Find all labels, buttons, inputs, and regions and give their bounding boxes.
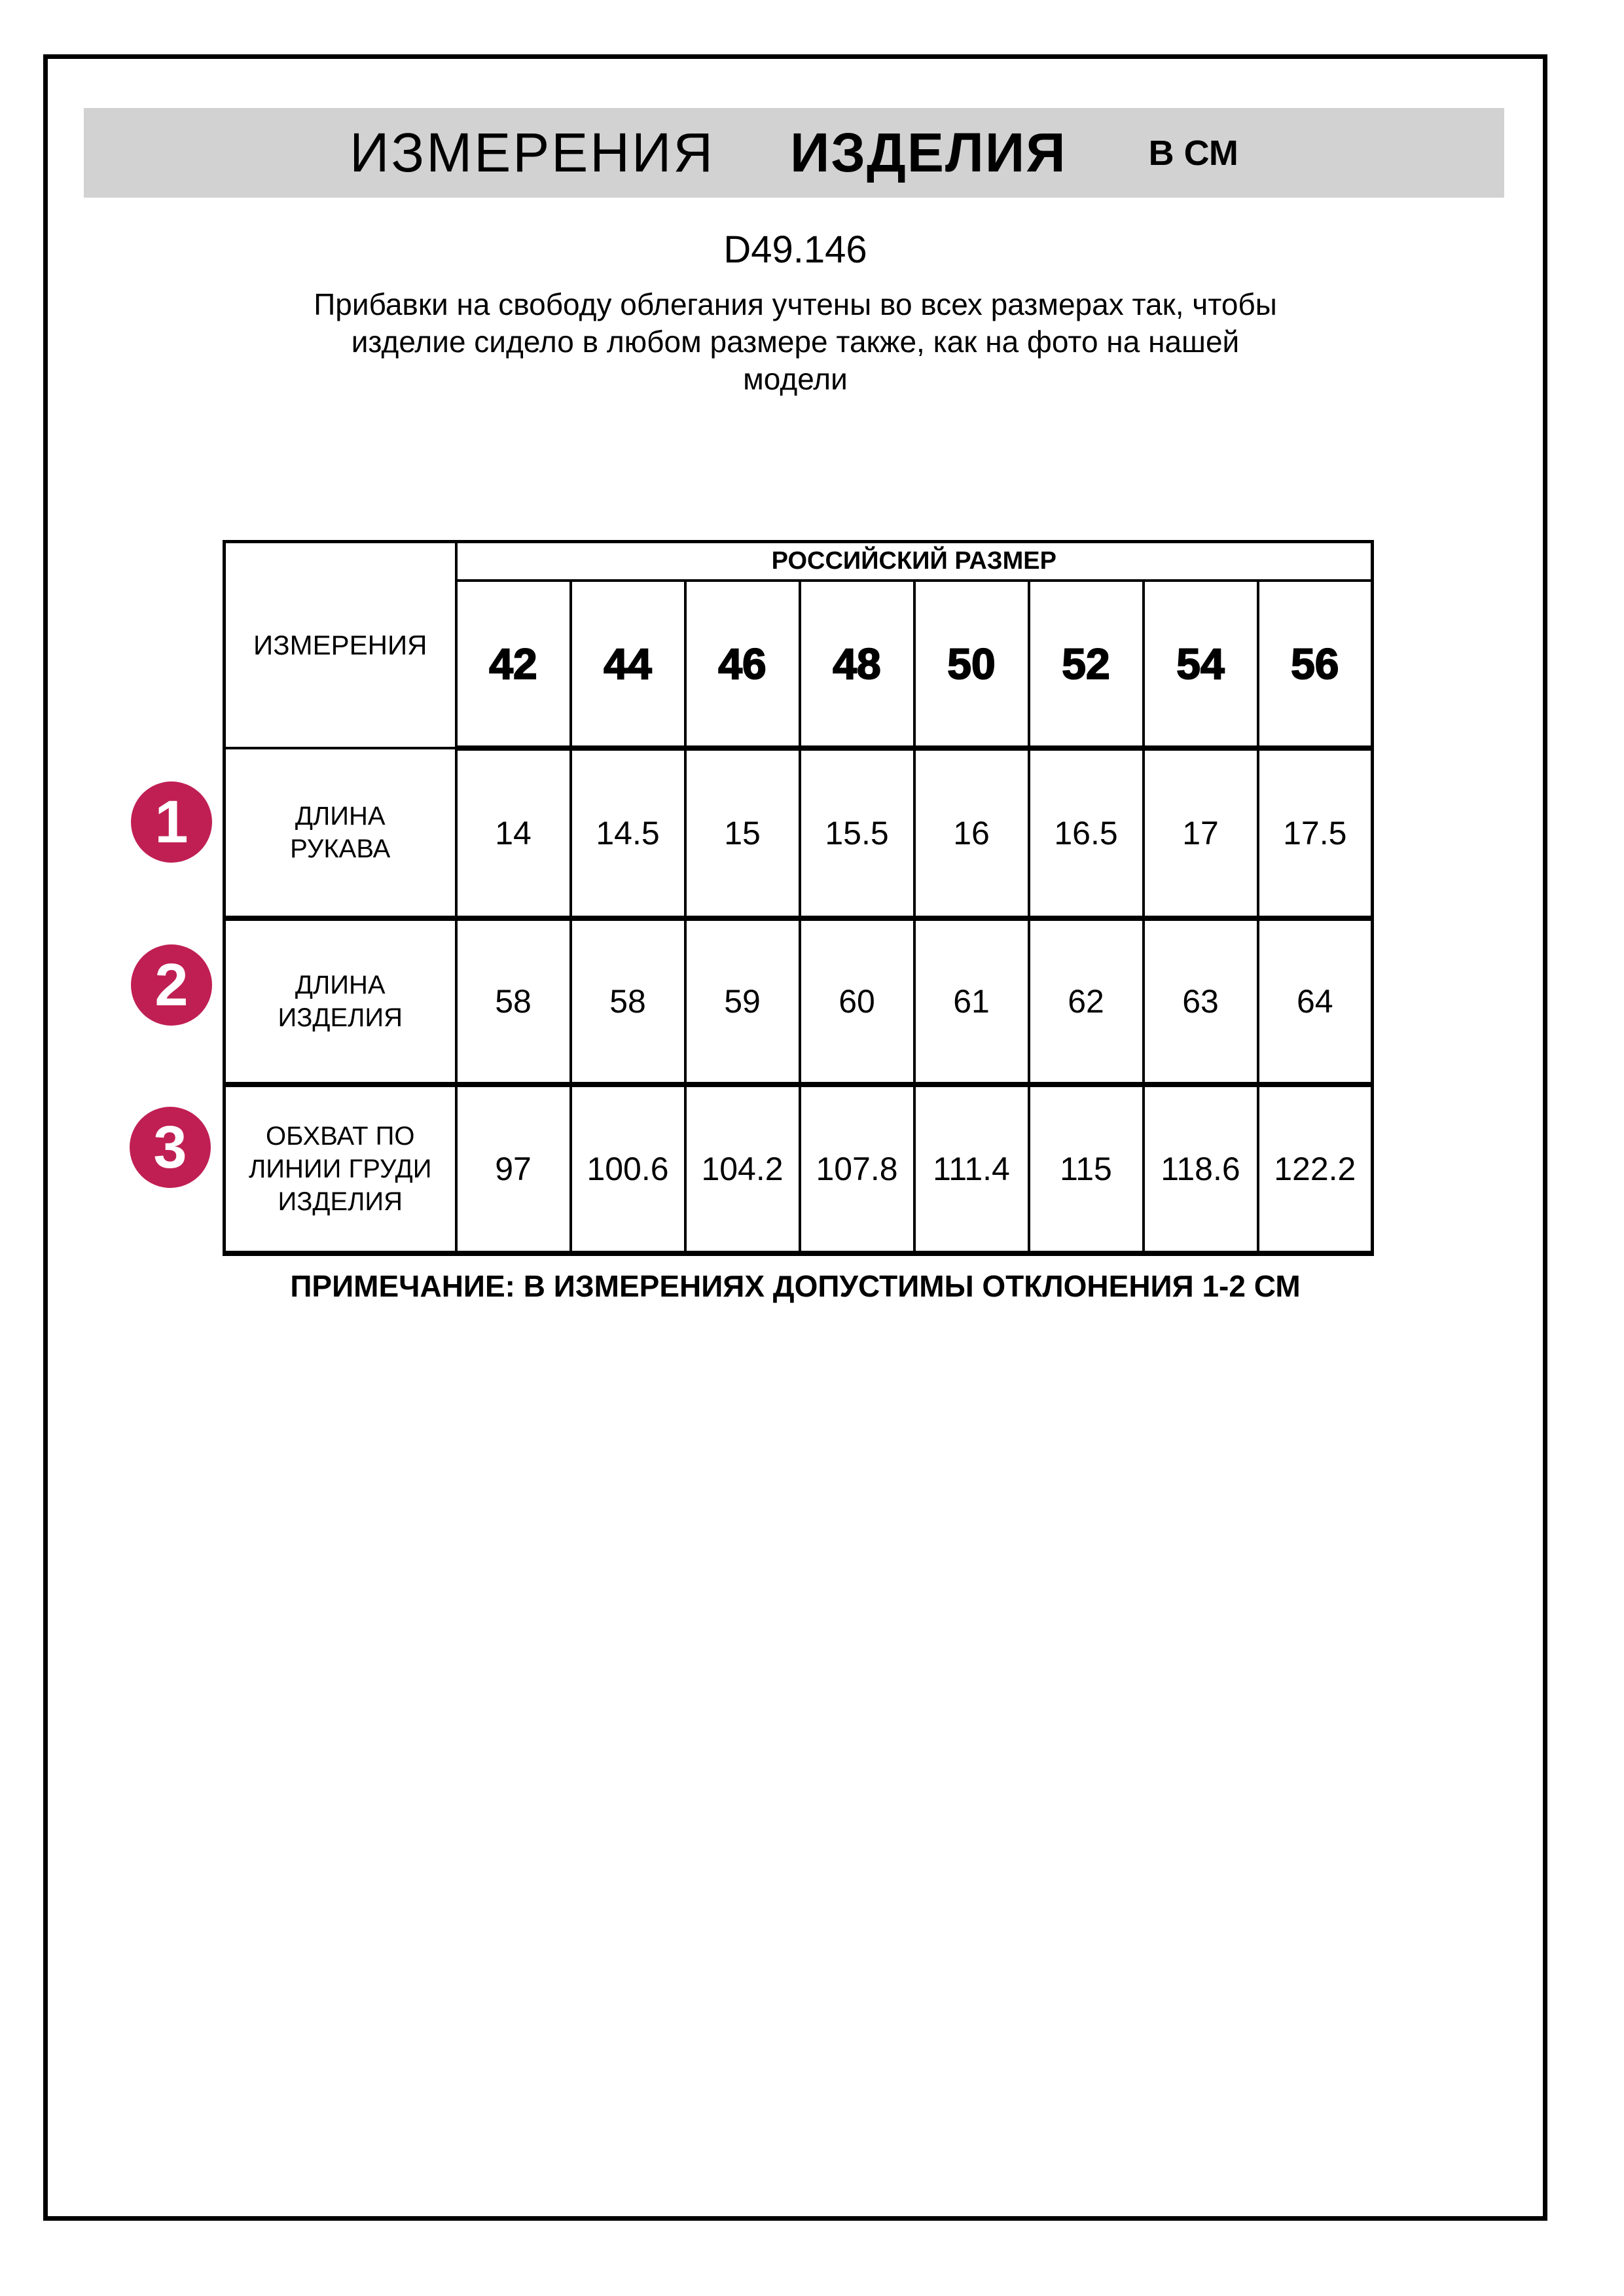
title-banner bbox=[84, 108, 1504, 198]
row-label-line: ОБХВАТ ПО bbox=[266, 1122, 415, 1151]
page-title: ИЗМЕРЕНИЯ bbox=[350, 122, 715, 183]
value-cell: 63 bbox=[1144, 918, 1258, 1085]
size-cell: 52 bbox=[1029, 581, 1144, 748]
value-cell: 58 bbox=[571, 918, 685, 1085]
table-row-chest-girth bbox=[225, 1085, 1373, 1253]
row-label-line: ЛИНИИ ГРУДИ bbox=[249, 1155, 432, 1183]
value-cell: 60 bbox=[800, 918, 914, 1085]
row-label-line: ИЗДЕЛИЯ bbox=[278, 1003, 403, 1032]
value-cell: 115 bbox=[1029, 1085, 1144, 1253]
value-cell: 17.5 bbox=[1258, 748, 1373, 918]
value-cell: 107.8 bbox=[800, 1085, 914, 1253]
title-units: В СМ bbox=[1148, 133, 1238, 173]
value-cell: 59 bbox=[685, 918, 800, 1085]
row-label-line: ИЗДЕЛИЯ bbox=[278, 1187, 403, 1216]
value-cell: 100.6 bbox=[571, 1085, 685, 1253]
russian-size-header-cell: РОССИЙСКИЙ РАЗМЕР bbox=[456, 542, 1373, 581]
size-cell: 46 bbox=[685, 581, 800, 748]
row-label-line: ДЛИНА РУКАВА bbox=[290, 802, 391, 863]
row-label-cell bbox=[225, 918, 456, 1085]
value-cell: 122.2 bbox=[1258, 1085, 1373, 1253]
value-cell: 15 bbox=[685, 748, 800, 918]
value-cell: 16.5 bbox=[1029, 748, 1144, 918]
table-row-garment-length bbox=[225, 918, 1373, 1085]
description-line: изделие сидело в любом размере также, как на фото на нашей bbox=[351, 325, 1240, 359]
size-cell: 42 bbox=[456, 581, 571, 748]
value-cell: 104.2 bbox=[685, 1085, 800, 1253]
value-cell: 111.4 bbox=[914, 1085, 1029, 1253]
size-cell: 56 bbox=[1258, 581, 1373, 748]
size-cell: 54 bbox=[1144, 581, 1258, 748]
size-cell: 44 bbox=[571, 581, 685, 748]
description-line: модели bbox=[743, 362, 848, 396]
row-label-cell bbox=[225, 1085, 456, 1253]
size-cell: 50 bbox=[914, 581, 1029, 748]
value-cell: 62 bbox=[1029, 918, 1144, 1085]
value-cell: 14.5 bbox=[571, 748, 685, 918]
value-cell: 14 bbox=[456, 748, 571, 918]
value-cell: 58 bbox=[456, 918, 571, 1085]
tolerance-note: ПРИМЕЧАНИЕ: В ИЗМЕРЕНИЯХ ДОПУСТИМЫ ОТКЛОНЕНИЯ 1-2 СМ bbox=[290, 1269, 1301, 1303]
size-cell: 48 bbox=[800, 581, 914, 748]
value-cell: 15.5 bbox=[800, 748, 914, 918]
row-label-line: ДЛИНА bbox=[295, 971, 386, 999]
description-line: Прибавки на свободу облегания учтены во всех размерах так, чтобы bbox=[314, 287, 1277, 321]
value-cell: 17 bbox=[1144, 748, 1258, 918]
table-header-row bbox=[225, 542, 1373, 581]
row-marker-2-badge: 2 bbox=[131, 944, 212, 1026]
row-marker-3-badge: 3 bbox=[130, 1107, 211, 1188]
fit-description bbox=[43, 286, 1547, 398]
value-cell: 61 bbox=[914, 918, 1029, 1085]
row-marker-1-badge: 1 bbox=[131, 781, 212, 863]
value-cell: 16 bbox=[914, 748, 1029, 918]
product-code: D49.146 bbox=[723, 228, 867, 271]
value-cell: 64 bbox=[1258, 918, 1373, 1085]
page-title-bold: ИЗДЕЛИЯ bbox=[790, 122, 1067, 183]
value-cell: 118.6 bbox=[1144, 1085, 1258, 1253]
table-row-sleeve-length bbox=[225, 748, 1373, 918]
corner-header-cell: ИЗМЕРЕНИЯ bbox=[225, 542, 456, 749]
row-label-cell bbox=[225, 748, 456, 918]
size-table bbox=[223, 540, 1374, 1256]
value-cell: 97 bbox=[456, 1085, 571, 1253]
